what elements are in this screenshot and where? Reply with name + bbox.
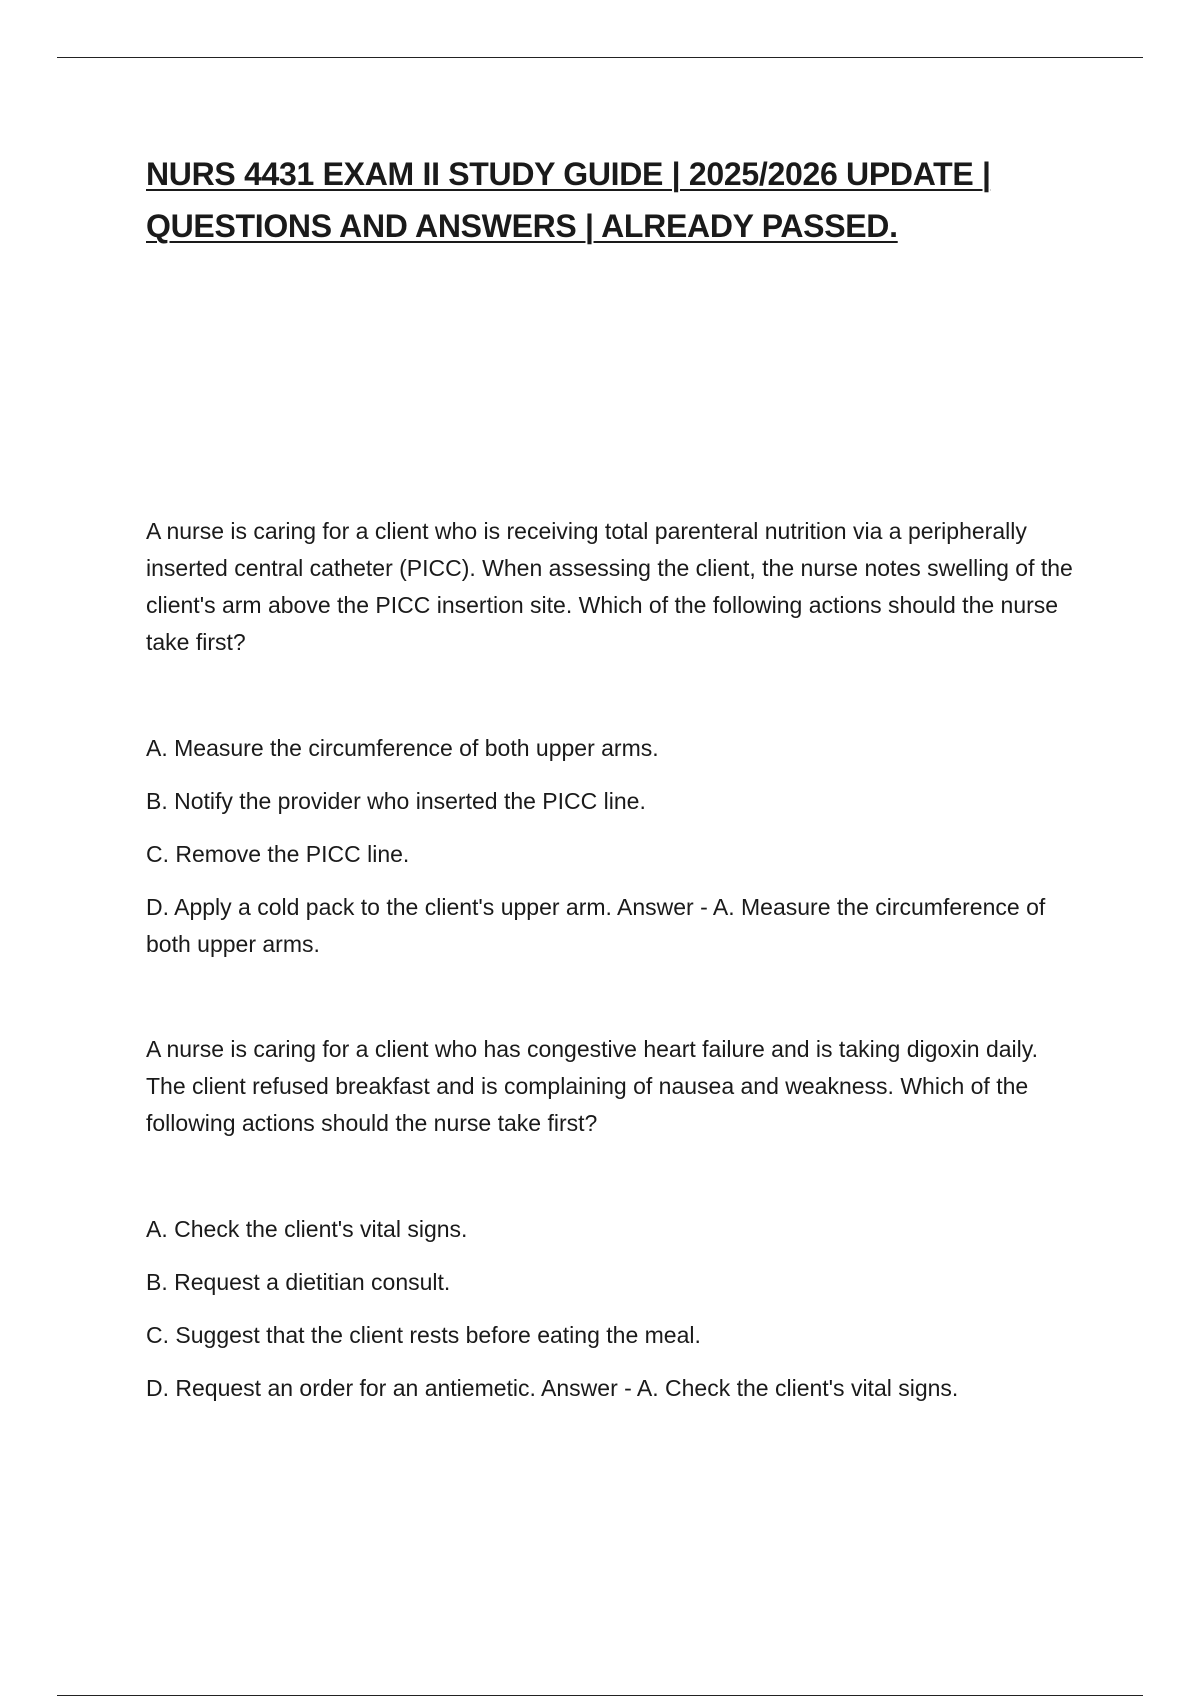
question-1-options [146,730,1076,963]
document-body [146,148,1076,1407]
question-1-option-d-answer: D. Apply a cold pack to the client's upper arm. Answer - A. Measure the circumference of both upper arms. [146,894,1046,957]
question-2-option-d-answer: D. Request an order for an antiemetic. Answer - A. Check the client's vital signs. [146,1375,959,1401]
question-1-option-c: C. Remove the PICC line. [146,841,410,867]
question-1-stem: A nurse is caring for a client who is receiving total parenteral nutrition via a peripherally inserted central catheter (PICC). When assessing the client, the nurse notes swelling of the client's arm above the PICC insertion site. Which of the following actions should the nurse take first? [146,518,1073,655]
question-2-stem: A nurse is caring for a client who has congestive heart failure and is taking digoxin daily. The client refused breakfast and is complaining of nausea and weakness. Which of the following actions should the nurse take first? [146,1036,1038,1136]
question-2-option-a: A. Check the client's vital signs. [146,1216,468,1242]
question-2-option-c: C. Suggest that the client rests before eating the meal. [146,1322,701,1348]
question-2-option-b: B. Request a dietitian consult. [146,1269,451,1295]
document-title: NURS 4431 EXAM II STUDY GUIDE | 2025/2026 UPDATE | QUESTIONS AND ANSWERS | ALREADY PASSED. [146,156,991,244]
bottom-rule [57,1695,1143,1696]
question-2-options [146,1211,1076,1407]
question-1-option-a: A. Measure the circumference of both upper arms. [146,735,659,761]
question-1-option-b: B. Notify the provider who inserted the PICC line. [146,788,646,814]
top-rule [57,57,1143,58]
